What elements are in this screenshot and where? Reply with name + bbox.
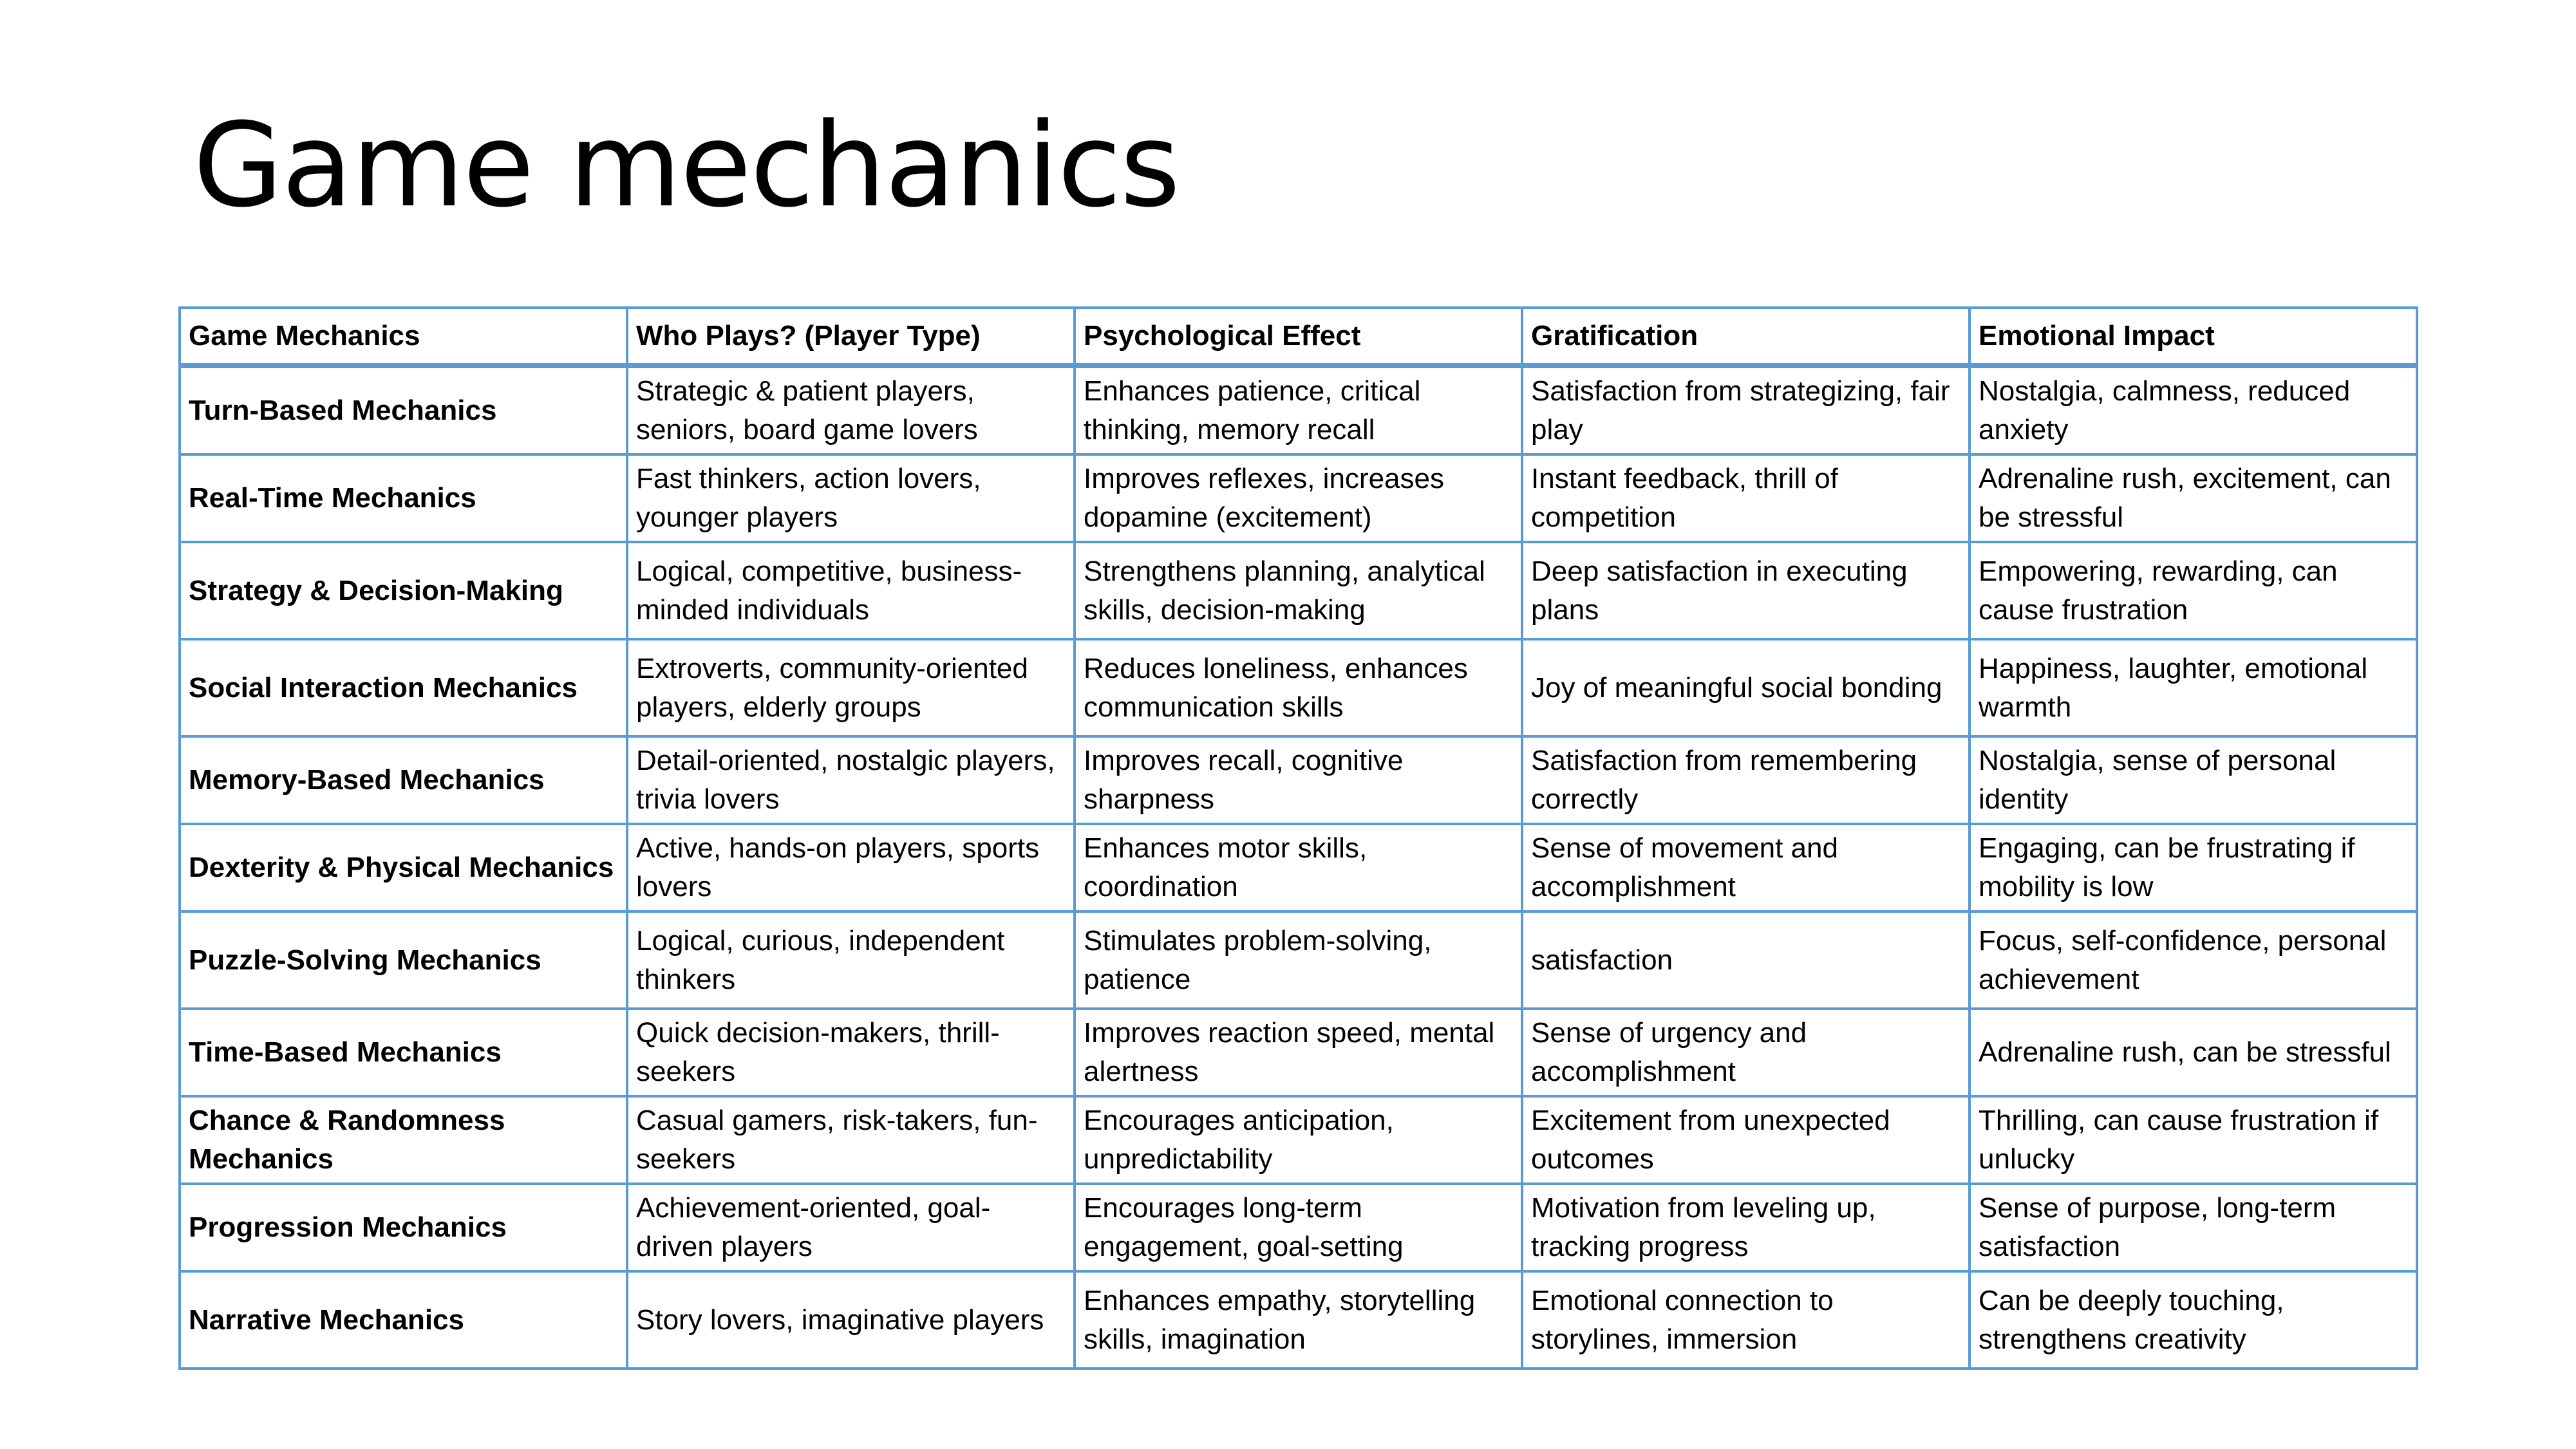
mechanic-name: Chance & Randomness Mechanics xyxy=(180,1096,627,1184)
player-type-cell: Quick decision-makers, thrill-seekers xyxy=(627,1009,1075,1096)
slide-title: Game mechanics xyxy=(193,98,1180,233)
gratification-cell: Excitement from unexpected outcomes xyxy=(1522,1096,1970,1184)
mechanic-name: Dexterity & Physical Mechanics xyxy=(180,824,627,911)
gratification-cell: satisfaction xyxy=(1522,911,1970,1009)
psychological-effect-cell: Encourages anticipation, unpredictability xyxy=(1075,1096,1522,1184)
player-type-cell: Story lovers, imaginative players xyxy=(627,1271,1075,1369)
gratification-cell: Joy of meaningful social bonding xyxy=(1522,639,1970,736)
player-type-cell: Casual gamers, risk-takers, fun-seekers xyxy=(627,1096,1075,1184)
mechanics-table xyxy=(178,306,2418,1370)
emotional-impact-cell: Focus, self-confidence, personal achievement xyxy=(1970,911,2417,1009)
gratification-cell: Emotional connection to storylines, immersion xyxy=(1522,1271,1970,1369)
table-row xyxy=(180,1184,2417,1271)
header-who-plays: Who Plays? (Player Type) xyxy=(627,308,1075,366)
emotional-impact-cell: Adrenaline rush, can be stressful xyxy=(1970,1009,2417,1096)
emotional-impact-cell: Happiness, laughter, emotional warmth xyxy=(1970,639,2417,736)
psychological-effect-cell: Reduces loneliness, enhances communication skills xyxy=(1075,639,1522,736)
mechanic-name: Puzzle-Solving Mechanics xyxy=(180,911,627,1009)
emotional-impact-cell: Nostalgia, calmness, reduced anxiety xyxy=(1970,366,2417,454)
table-row xyxy=(180,1096,2417,1184)
table-row xyxy=(180,1271,2417,1369)
header-game-mechanics: Game Mechanics xyxy=(180,308,627,366)
table-row xyxy=(180,911,2417,1009)
emotional-impact-cell: Empowering, rewarding, can cause frustration xyxy=(1970,542,2417,639)
table-row xyxy=(180,1009,2417,1096)
mechanic-name: Narrative Mechanics xyxy=(180,1271,627,1369)
gratification-cell: Sense of movement and accomplishment xyxy=(1522,824,1970,911)
mechanic-name: Strategy & Decision-Making xyxy=(180,542,627,639)
table-header-row xyxy=(180,308,2417,366)
gratification-cell: Satisfaction from strategizing, fair play xyxy=(1522,366,1970,454)
gratification-cell: Satisfaction from remembering correctly xyxy=(1522,736,1970,824)
psychological-effect-cell: Enhances patience, critical thinking, memory recall xyxy=(1075,366,1522,454)
player-type-cell: Extroverts, community-oriented players, elderly groups xyxy=(627,639,1075,736)
player-type-cell: Fast thinkers, action lovers, younger players xyxy=(627,454,1075,542)
header-gratification: Gratification xyxy=(1522,308,1970,366)
emotional-impact-cell: Adrenaline rush, excitement, can be stressful xyxy=(1970,454,2417,542)
mechanic-name: Turn-Based Mechanics xyxy=(180,366,627,454)
psychological-effect-cell: Enhances empathy, storytelling skills, imagination xyxy=(1075,1271,1522,1369)
psychological-effect-cell: Improves reaction speed, mental alertness xyxy=(1075,1009,1522,1096)
psychological-effect-cell: Strengthens planning, analytical skills, decision-making xyxy=(1075,542,1522,639)
emotional-impact-cell: Nostalgia, sense of personal identity xyxy=(1970,736,2417,824)
table-row xyxy=(180,824,2417,911)
mechanic-name: Time-Based Mechanics xyxy=(180,1009,627,1096)
player-type-cell: Logical, curious, independent thinkers xyxy=(627,911,1075,1009)
table-row xyxy=(180,542,2417,639)
player-type-cell: Achievement-oriented, goal-driven players xyxy=(627,1184,1075,1271)
emotional-impact-cell: Thrilling, can cause frustration if unlucky xyxy=(1970,1096,2417,1184)
gratification-cell: Deep satisfaction in executing plans xyxy=(1522,542,1970,639)
gratification-cell: Sense of urgency and accomplishment xyxy=(1522,1009,1970,1096)
psychological-effect-cell: Improves reflexes, increases dopamine (excitement) xyxy=(1075,454,1522,542)
mechanic-name: Real-Time Mechanics xyxy=(180,454,627,542)
player-type-cell: Logical, competitive, business-minded individuals xyxy=(627,542,1075,639)
psychological-effect-cell: Improves recall, cognitive sharpness xyxy=(1075,736,1522,824)
table-row xyxy=(180,736,2417,824)
table-row xyxy=(180,366,2417,454)
table-row xyxy=(180,454,2417,542)
player-type-cell: Detail-oriented, nostalgic players, trivia lovers xyxy=(627,736,1075,824)
table-row xyxy=(180,639,2417,736)
header-emotional-impact: Emotional Impact xyxy=(1970,308,2417,366)
psychological-effect-cell: Encourages long-term engagement, goal-setting xyxy=(1075,1184,1522,1271)
emotional-impact-cell: Sense of purpose, long-term satisfaction xyxy=(1970,1184,2417,1271)
emotional-impact-cell: Engaging, can be frustrating if mobility is low xyxy=(1970,824,2417,911)
mechanic-name: Memory-Based Mechanics xyxy=(180,736,627,824)
header-psychological-effect: Psychological Effect xyxy=(1075,308,1522,366)
player-type-cell: Active, hands-on players, sports lovers xyxy=(627,824,1075,911)
mechanic-name: Progression Mechanics xyxy=(180,1184,627,1271)
emotional-impact-cell: Can be deeply touching, strengthens creativity xyxy=(1970,1271,2417,1369)
gratification-cell: Motivation from leveling up, tracking progress xyxy=(1522,1184,1970,1271)
psychological-effect-cell: Stimulates problem-solving, patience xyxy=(1075,911,1522,1009)
player-type-cell: Strategic & patient players, seniors, board game lovers xyxy=(627,366,1075,454)
gratification-cell: Instant feedback, thrill of competition xyxy=(1522,454,1970,542)
psychological-effect-cell: Enhances motor skills, coordination xyxy=(1075,824,1522,911)
mechanic-name: Social Interaction Mechanics xyxy=(180,639,627,736)
